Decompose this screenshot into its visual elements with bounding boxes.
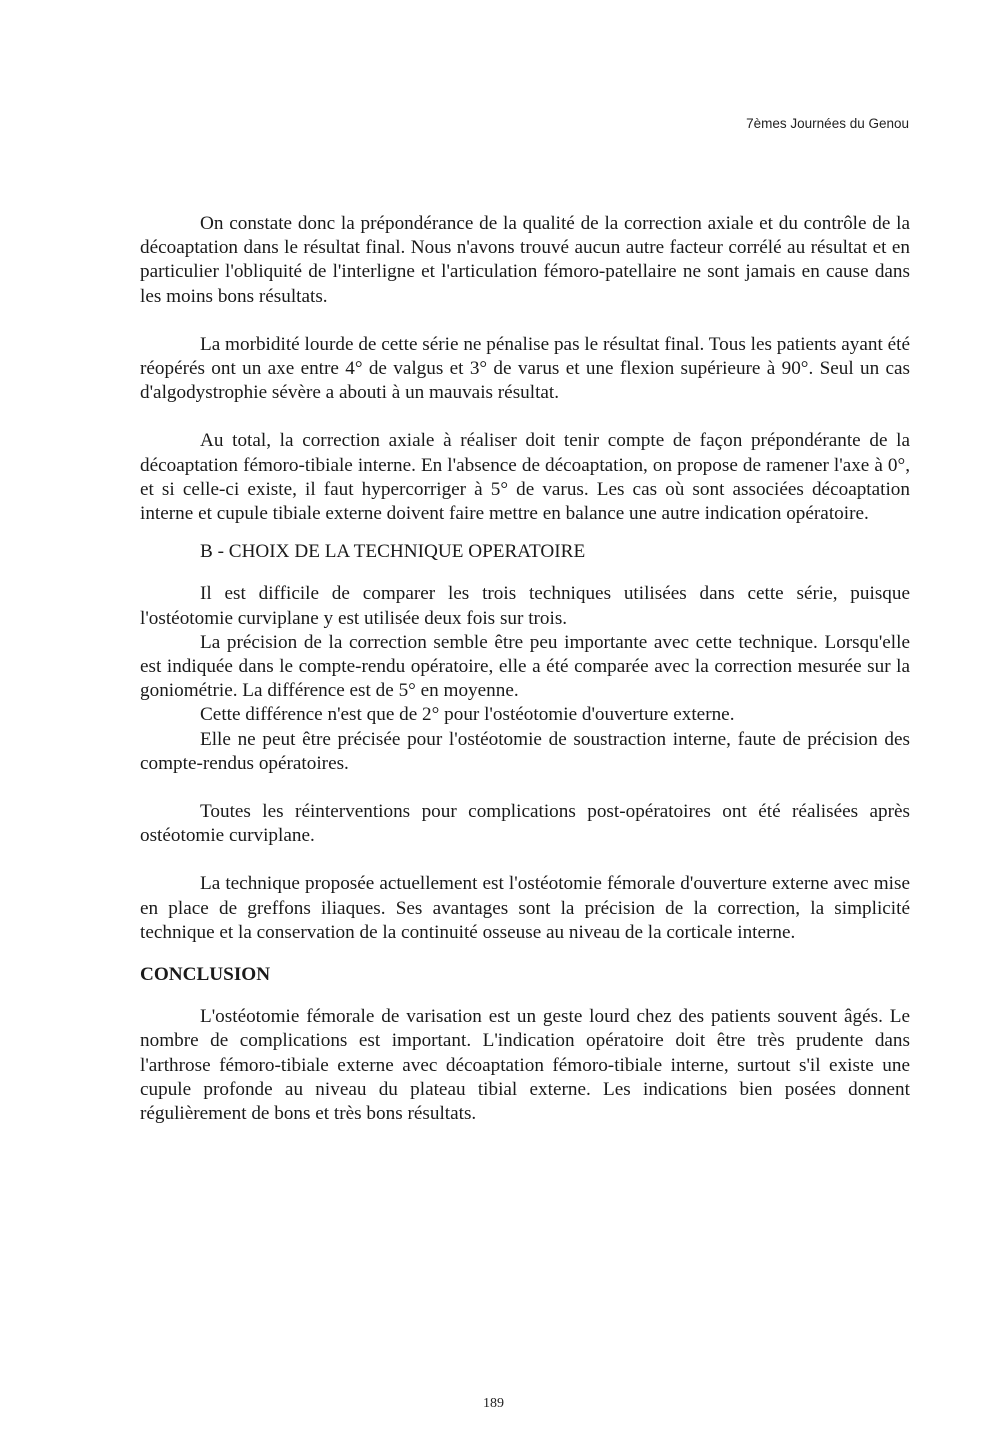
paragraph-precision-correction: La précision de la correction semble être peu importante avec cette technique. Lorsqu'elle est indiquée dans le compte-rendu opératoire, elle a été comparée avec la correction mesurée sur la goniométrie. La différence est de 5° en moyenne. [140, 631, 910, 702]
paragraph-morbidite: La morbidité lourde de cette série ne pénalise pas le résultat final. Tous les patients ayant été réopérés ont un axe entre 4° de valgus et 3° de varus et une flexion supérieure à 90°. Seul un cas d'algodystrophie sévère a abouti à un mauvais résultat. [140, 333, 910, 404]
page-number: 189 [483, 1396, 504, 1411]
running-header: 7èmes Journées du Genou [746, 116, 909, 131]
paragraph-reinterventions: Toutes les réinterventions pour complications post-opératoires ont été réalisées après ostéotomie curviplane. [140, 801, 910, 847]
paragraph-soustraction-interne: Elle ne peut être précisée pour l'ostéotomie de soustraction interne, faute de précision des compte-rendus opératoires. [140, 728, 910, 774]
paragraph-technique-proposee: La technique proposée actuellement est l'ostéotomie fémorale d'ouverture externe avec mise en place de greffons iliaques. Ses avantages sont la précision de la correction, la simplicité technique et la conservation de la continuité osseuse au niveau de la corticale interne. [140, 873, 910, 943]
paragraph-conclusion: L'ostéotomie fémorale de varisation est un geste lourd chez des patients souvent âgés. Le nombre de complications est important. L'indication opératoire doit être très prudente dans l'arthrose fémoro-tibiale externe avec décoaptation fémoro-tibiale interne, surtout s'il existe une cupule profonde au niveau du plateau tibial externe. Les indications bien posées donnent régulièrement de bons et très bons résultats. [140, 1006, 910, 1125]
paragraph-comparaison-techniques: Il est difficile de comparer les trois techniques utilisées dans cette série, puisque l'ostéotomie curviplane y est utilisée deux fois sur trois. [140, 583, 910, 629]
body-text [140, 212, 910, 1126]
paragraph-difference-ouverture: Cette différence n'est que de 2° pour l'ostéotomie d'ouverture externe. [200, 704, 735, 726]
conclusion-heading: CONCLUSION [140, 964, 271, 986]
paragraph-au-total: Au total, la correction axiale à réaliser doit tenir compte de façon prépondérante de la décoaptation fémoro-tibiale interne. En l'absence de décoaptation, on propose de ramener l'axe à 0°, et si celle-ci existe, il faut hypercorriger à 5° de varus. Les cas où sont associées décoaptation interne et cupule tibiale externe doivent faire mettre en balance une autre indication opératoire. [140, 430, 910, 525]
section-heading-technique: B - CHOIX DE LA TECHNIQUE OPERATOIRE [200, 541, 586, 563]
paragraph-correction-axiale: On constate donc la prépondérance de la qualité de la correction axiale et du contrôle de la décoaptation dans le résultat final. Nous n'avons trouvé aucun autre facteur corrélé au résultat et en particulier l'obliquité de l'interligne et l'articulation fémoro-patellaire ne sont jamais en cause dans les moins bons résultats. [140, 213, 910, 307]
